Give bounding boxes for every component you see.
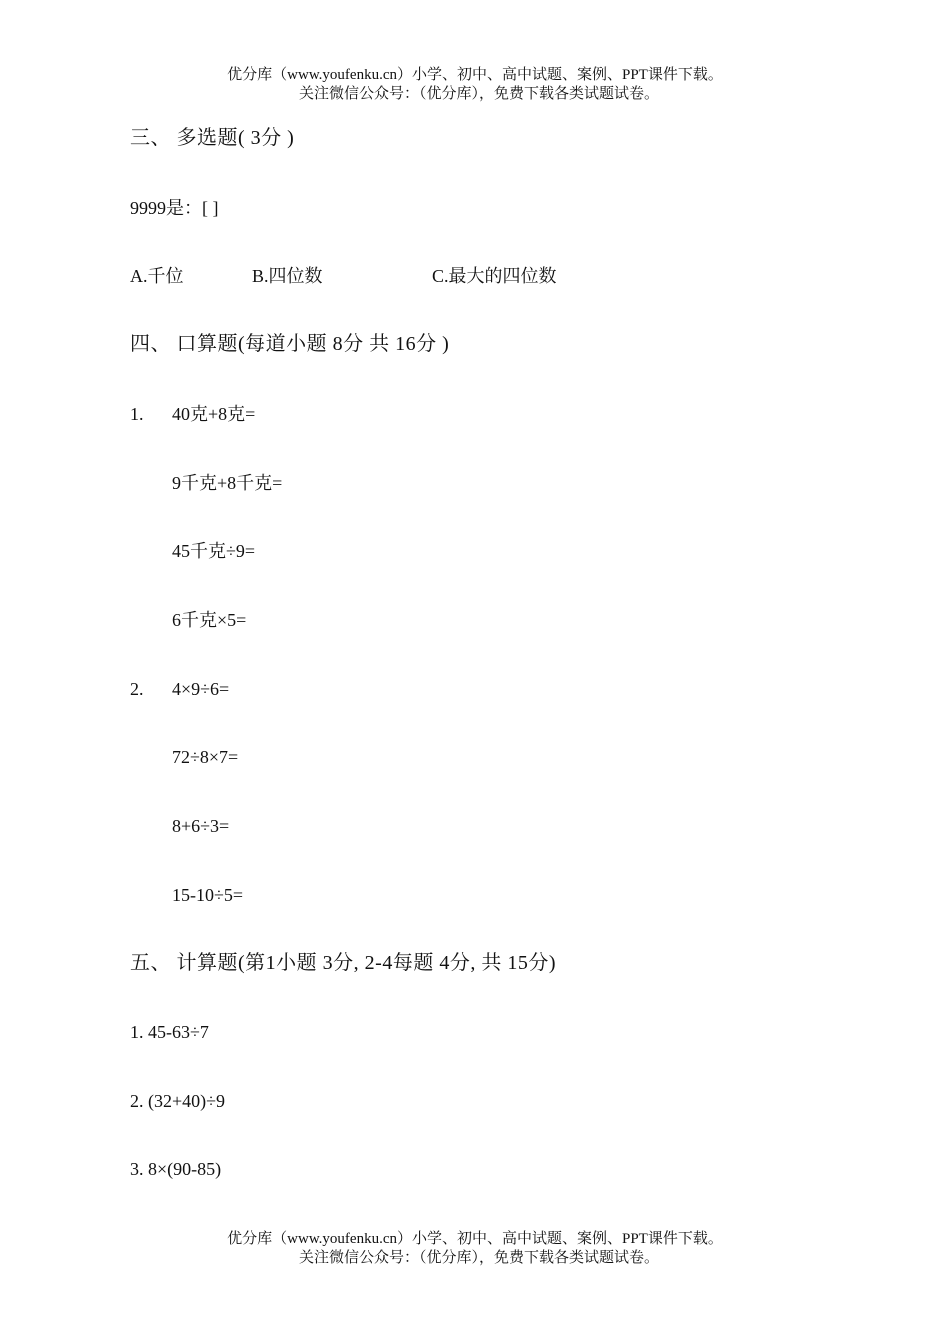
calc-item: 4×9÷6= [172,679,230,699]
footer-line-1: 优分库（www.youfenku.cn）小学、初中、高中试题、案例、PPT课件下载。 [227,1231,723,1247]
calc-item: 40克+8克= [172,404,256,424]
calc-item: 6千克×5= [172,610,247,630]
section-4-title: 四、 口算题(每道小题 8分 共 16分 ) [130,333,450,355]
calc-problem: 2. (32+40)÷9 [130,1091,226,1111]
question-number: 1. [130,404,144,424]
calc-item: 9千克+8千克= [172,473,283,493]
calc-problem: 3. 8×(90-85) [130,1159,222,1179]
calc-item: 72÷8×7= [172,747,239,767]
calc-item: 8+6÷3= [172,816,230,836]
section-4-q2-first [130,677,229,701]
header-line-2: 关注微信公众号：（优分库），免费下载各类试题试卷。 [298,86,659,102]
calc-item: 45千克÷9= [172,541,256,561]
section-5-title: 五、 计算题(第1小题 3分, 2-4每题 4分, 共 15分) [130,952,556,974]
section-3-question: 9999是：[ ] [130,198,219,218]
header-line-1: 优分库（www.youfenku.cn）小学、初中、高中试题、案例、PPT课件下载。 [227,67,723,83]
option-c: C.最大的四位数 [432,266,557,286]
option-b: B.四位数 [252,266,323,286]
section-3-title: 三、 多选题( 3分 ) [130,127,295,149]
page-footer [0,1230,950,1268]
calc-problem: 1. 45-63÷7 [130,1022,209,1042]
calc-item: 15-10÷5= [172,885,244,905]
question-number: 2. [130,679,144,699]
section-3-options [130,264,557,288]
footer-line-2: 关注微信公众号：（优分库），免费下载各类试题试卷。 [298,1250,659,1266]
section-4-q1-first [130,402,255,426]
option-a: A.千位 [130,266,184,286]
page-header [0,66,950,104]
